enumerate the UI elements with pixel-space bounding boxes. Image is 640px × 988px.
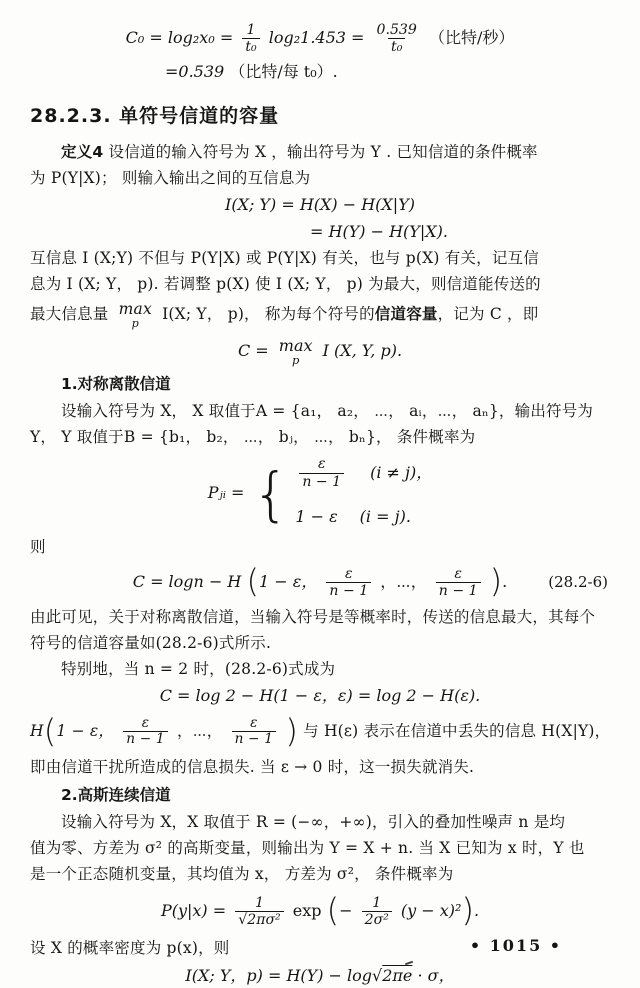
paragraph-loss-line2: 即由信道干扰所造成的信息损失. 当 ε → 0 时，这一损失就消失. [30,757,475,776]
close-paren: ) [489,562,503,601]
radical-sign: √ [238,911,248,928]
fraction-eps-over-n-1: $\frac{\varepsilon}{n - 1}$ [232,716,277,748]
formula-mutual-info-line1: I(X; Y) = H(X) − H(X|Y) [225,195,415,215]
paragraph-gauss-line1: 设输入符号为 X，X 取值于 R = (−∞，+∞)，引入的叠加性噪声 n 是均 [61,812,566,831]
formula-mutual-info-line2: = H(Y) − H(Y|X). [310,222,448,242]
paragraph-loss-line1: H(1 − ε， $\frac{\varepsilon}{n - 1}$ ，⋯， $\frac{\varepsilon}{n - 1}$ ) 与 H(ε) 表示在信道中丢失的信息 H(X|Y)， [30,711,611,750]
fraction-1-over-2sigma2: $\frac{1}{\text{2σ²}}$ [362,895,392,928]
fraction-eps-over-n-1: $\frac{\varepsilon}{n - 1}$ [436,566,481,599]
def4-label: 定义4 [61,143,104,162]
max-operator: max p [118,299,152,331]
formula-capacity: C = max p I (X, Y, p). [237,335,403,367]
pji-cases [295,456,432,531]
max-operator: max p [278,335,313,367]
pji-lhs: Pⱼᵢ = [207,483,245,503]
paragraph-density: 设 X 的概率密度为 p(x)，则 [30,938,230,957]
paragraph-gauss-line2: 值为零、方差为 σ² 的高斯变量，则输出为 Y = X + n. 当 X 已知为 x 时，Y 也 [30,838,585,857]
formula-28-2-6: C = logn − H (1 − ε， $\frac{\varepsilon}{n - 1}$ ，⋯， $\frac{\varepsilon}{n - 1}$ ). [132,562,508,601]
paragraph-sym-line1: 设输入符号为 X， X 取值于A = {a₁， a₂， ⋯， aᵢ，⋯， aₙ}，输出符号为 [61,402,594,421]
paragraph-conclusion-line2: 符号的信道容量如(28.2-6)式所示. [30,633,272,652]
fraction-1-over-sqrt2pisigma: $\frac{1}{\text{√2πσ²}}$ [235,895,283,928]
pji-case-1: $\frac{\varepsilon}{n - 1}$ (i ≠ j)， [295,456,432,489]
subsection-1-title: 1.对称离散信道 [61,375,171,394]
paragraph-mutual-line2: 息为 I (X; Y， p). 若调整 p(X) 使 I (X; Y， p) 为最大，则信道能传送的 [30,275,541,294]
formula-gaussian: P(y|x) = $\frac{1}{\text{√2πσ²}}$ exp (− $\frac{1}{\text{2σ²}}$ (y − x)²). [160,891,480,930]
fraction-eps-over-n-1: $\frac{\varepsilon}{n - 1}$ [326,566,371,599]
formula-pji: Pⱼᵢ = { $\frac{\varepsilon}{n - 1}$ (i ≠ j)， 1 − ε (i = j). [30,456,610,531]
paragraph-def4-line2: 为 P(Y|X)； 则输入输出之间的互信息为 [30,169,311,188]
paragraph-mutual-line1: 互信息 I (X;Y) 不但与 P(Y|X) 或 P(Y|X) 有关，也与 p(X) 有关，记互信 [30,249,539,268]
close-paren: ) [461,891,474,930]
channel-capacity-term: 信道容量 [374,305,438,324]
paragraph-def4-line1: 定义4 设信道的输入符号为 X ，输出符号为 Y . 已知信道的条件概率 [61,143,538,162]
fraction-0539-over-t0: $\frac{0.539}{\text{t₀}}$ [376,22,417,56]
equation-number: (28.2-6) [548,572,608,591]
section-heading: 28.2.3. 单符号信道的容量 [30,105,280,128]
open-paren: ( [43,711,57,750]
fraction-eps-over-n-1: $\frac{\varepsilon}{n - 1}$ [299,456,344,489]
formula-c0-line1 [30,22,610,55]
formula-c0-line2: =0.539 （比特/每 t₀）. [165,62,338,82]
subsection-2-title: 2.高斯连续信道 [61,785,171,804]
formula-c0-mid: log₂1.453 = [268,28,365,48]
page-number: • 1015 • [469,936,562,955]
formula-28-2-6-row [30,560,610,604]
paragraph-gauss-line3: 是一个正态随机变量，其均值为 x， 方差为 σ²， 条件概率为 [30,864,454,883]
pji-case-2: 1 − ε (i = j). [295,506,411,526]
open-paren: ( [326,891,340,930]
paragraph-n2: 特别地，当 n = 2 时，(28.2-6)式成为 [61,659,336,678]
fraction-eps-over-n-1: $\frac{\varepsilon}{n - 1}$ [123,716,168,748]
radical-sign: √ [372,965,383,985]
formula-c0-unit: （比特/秒） [428,28,515,48]
paragraph-conclusion-line1: 由此可见，关于对称离散信道，当输入符号是等概率时，传送的信息最大，其每个 [30,607,596,626]
fraction-1-over-t0: $\frac{1}{\text{t₀}}$ [242,22,259,55]
formula-info-final: I(X; Y，p) = H(Y) − log√2πe · σ， [185,965,455,985]
paragraph-sym-line2: Y， Y 取值于B = {b₁， b₂， ⋯， bⱼ， ⋯， bₙ}， 条件概率为 [30,428,476,447]
open-paren: ( [246,562,259,601]
paragraph-mutual-line3: 最大信息量 max p I(X; Y， p)， 称为每个符号的信道容量，记为 C ，即 [30,299,539,331]
close-paren: ) [285,711,299,750]
then-word: 则 [30,537,46,556]
formula-c0-lhs: C₀ = log₂x₀ = [125,28,234,48]
formula-n2: C = log 2 − H(1 − ε，ε) = log 2 − H(ε). [159,685,481,705]
